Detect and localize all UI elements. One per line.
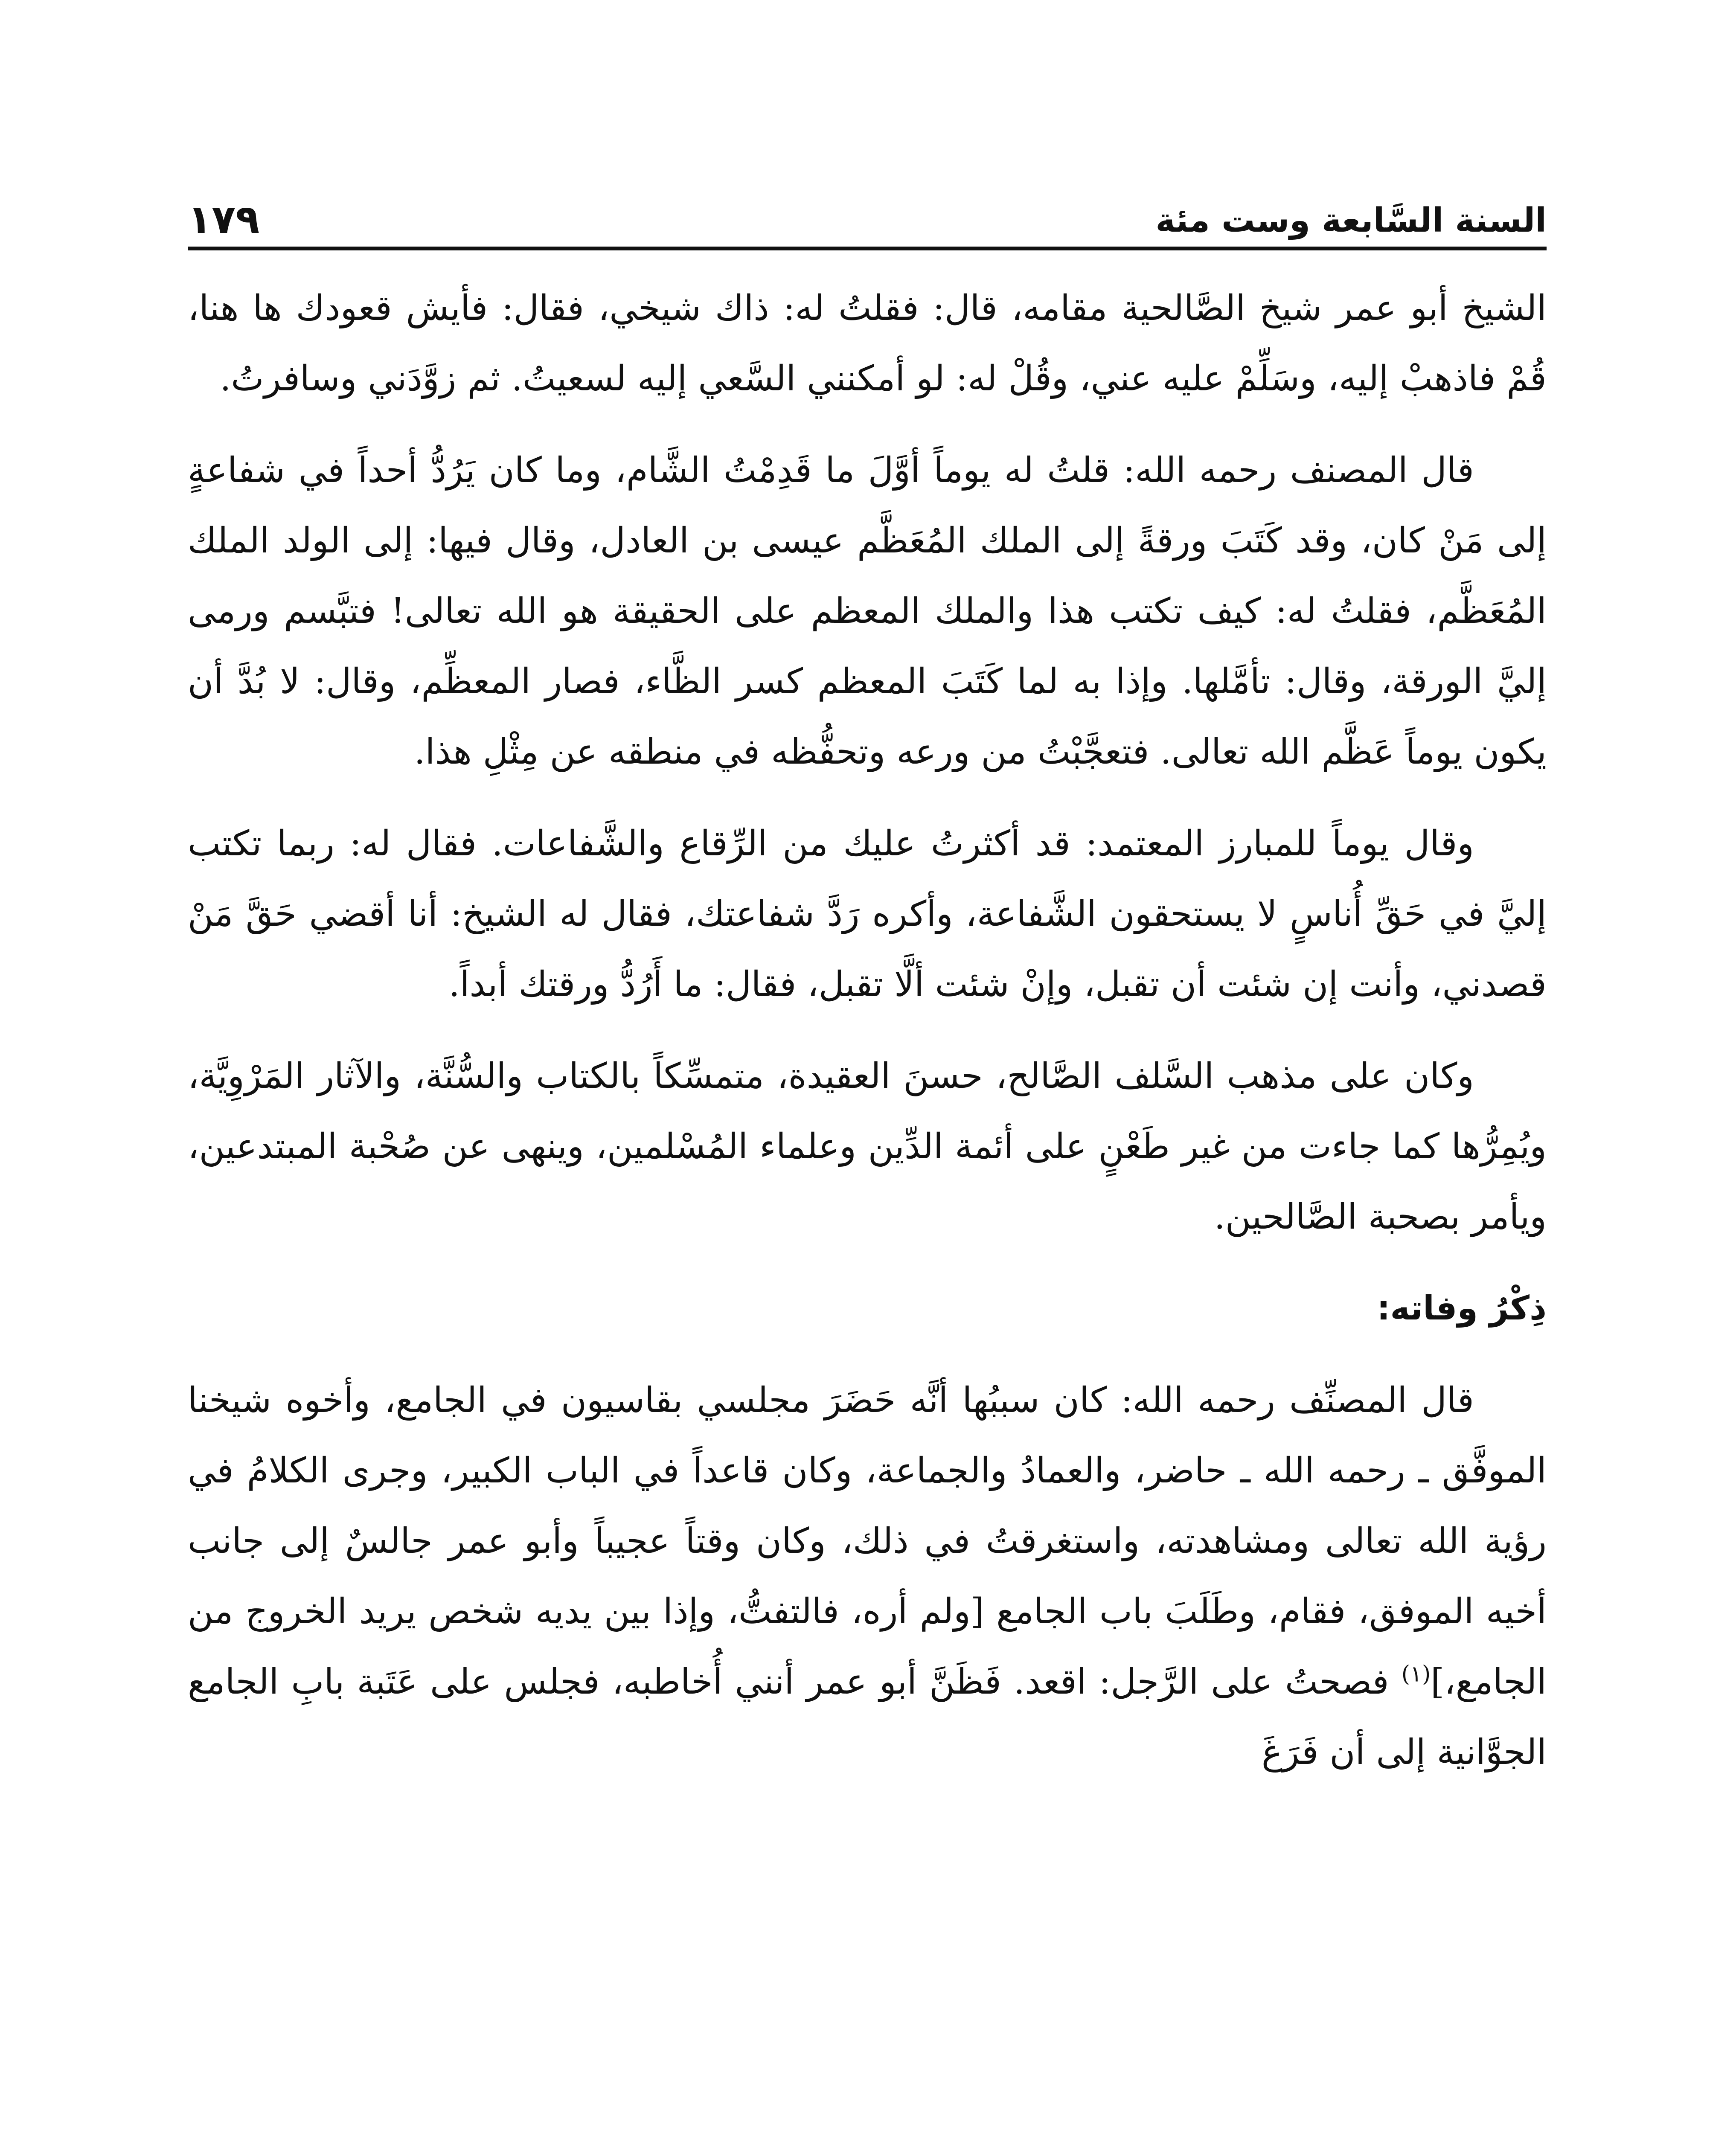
page-number: ١٧٩ (188, 197, 260, 242)
running-title: السنة السَّابعة وست مئة (1155, 201, 1547, 240)
body-text (188, 273, 1547, 1809)
paragraph-5 (188, 1365, 1547, 1787)
paragraph-4: وكان على مذهب السَّلف الصَّالح، حسنَ العقيدة، متمسِّكاً بالكتاب والسُّنَّة، والآثار المَرْوِيَّة، ويُمِرُّها كما جاءت من غير طَعْنٍ على أئمة الدِّين وعلماء المُسْلمين، وينهى عن صُحْبة المبتدعين، ويأمر بصحبة الصَّالحين. (188, 1056, 1547, 1237)
header-rule (188, 247, 1547, 250)
page-header (188, 183, 1547, 247)
paragraph-5-text-after: فصحتُ على الرَّجل: اقعد. فَظَنَّ أبو عمر أنني أُخاطبه، فجلس على عَتَبة بابِ الجامع الجوَّانية إلى أن فَرَغَ (188, 1662, 1547, 1773)
footnote-reference: (١) (1401, 1661, 1431, 1687)
paragraph-3: وقال يوماً للمبارز المعتمد: قد أكثرتُ عليك من الرِّقاع والشَّفاعات. فقال له: ربما تكتب إليَّ في حَقِّ أُناسٍ لا يستحقون الشَّفاعة، وأكره رَدَّ شفاعتك، فقال له الشيخ: أنا أقضي حَقَّ مَنْ قصدني، وأنت إن شئت أن تقبل، وإنْ شئت ألَّا تقبل، فقال: ما أَرُدُّ ورقتك أبداً. (188, 823, 1547, 1005)
paragraph-5-text-before: قال المصنِّف رحمه الله: كان سببُها أنَّه حَضَرَ مجلسي بقاسيون في الجامع، وأخوه شيخنا الموفَّق ـ رحمه الله ـ حاضر، والعمادُ والجماعة، وكان قاعداً في الباب الكبير، وجرى الكلامُ في رؤية الله تعالى ومشاهدته، واستغرقتُ في ذلك، وكان وقتاً عجيباً وأبو عمر جالسٌ إلى جانب أخيه الموفق، فقام، وطَلَبَ باب الجامع [ولم أره، فالتفتُّ، وإذا بين يديه شخص يريد الخروج من الجامع،] (188, 1380, 1547, 1702)
paragraph-2: قال المصنف رحمه الله: قلتُ له يوماً أوَّلَ ما قَدِمْتُ الشَّام، وما كان يَرُدُّ أحداً في شفاعةٍ إلى مَنْ كان، وقد كَتَبَ ورقةً إلى الملك المُعَظَّم عيسى بن العادل، وقال فيها: إلى الولد الملك المُعَظَّم، فقلتُ له: كيف تكتب هذا والملك المعظم على الحقيقة هو الله تعالى! فتبَّسم ورمى إليَّ الورقة، وقال: تأمَّلها. وإذا به لما كَتَبَ المعظم كسر الظَّاء، فصار المعظِّم، وقال: لا بُدَّ أن يكون يوماً عَظَّم الله تعالى. فتعجَّبْتُ من ورعه وتحفُّظه في منطقه عن مِثْلِ هذا. (188, 450, 1547, 772)
section-heading: ذِكْرُ وفاته: (1377, 1289, 1547, 1328)
paragraph-1: الشيخ أبو عمر شيخ الصَّالحية مقامه، قال: فقلتُ له: ذاك شيخي، فقال: فأيش قعودك ها هنا، قُمْ فاذهبْ إليه، وسَلِّمْ عليه عني، وقُلْ له: لو أمكنني السَّعي إليه لسعيتُ. ثم زوَّدَني وسافرتُ. (188, 288, 1547, 399)
